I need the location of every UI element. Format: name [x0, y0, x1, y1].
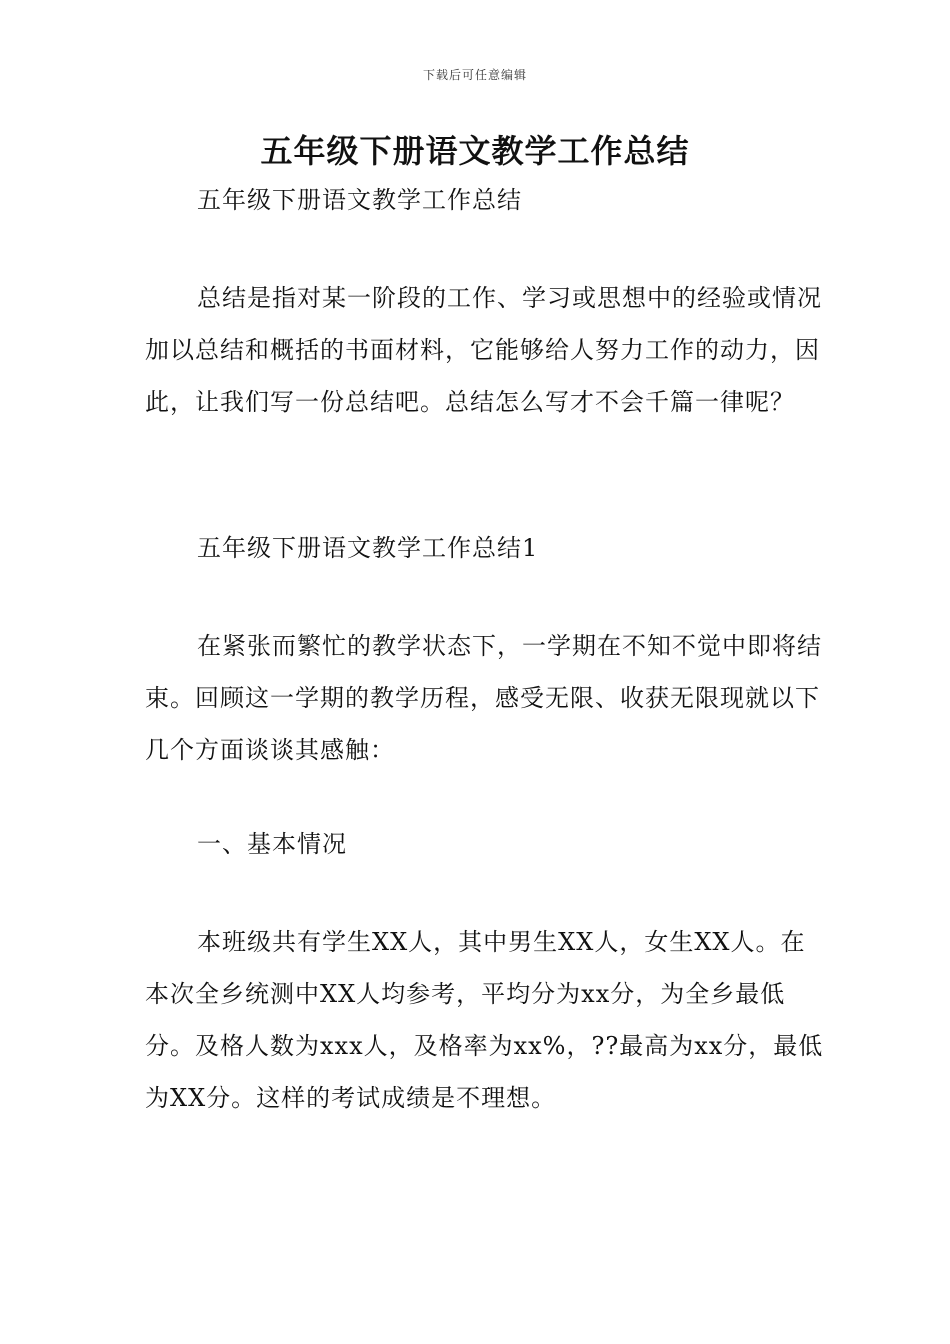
- section-heading-1: 五年级下册语文教学工作总结1: [197, 534, 539, 562]
- document-title: 五年级下册语文教学工作总结: [260, 132, 690, 170]
- subtitle-paragraph: 五年级下册语文教学工作总结: [197, 186, 522, 214]
- intro-paragraph: 总结是指对某一阶段的工作、学习或思想中的经验或情况加以总结和概括的书面材料，它能够给人努力工作的动力，因此，让我们写一份总结吧。总结怎么写才不会千篇一律呢？: [145, 284, 822, 416]
- body-paragraph-2: 本班级共有学生XX人，其中男生XX人，女生XX人。在本次全乡统测中XX人均参考，平均分为xx分，为全乡最低分。及格人数为xxx人，及格率为xx%，??最高为xx分，最低为XX分。这样的考试成绩是不理想。: [145, 928, 824, 1112]
- body-paragraph-1: 在紧张而繁忙的教学状态下，一学期在不知不觉中即将结束。回顾这一学期的教学历程，感受无限、收获无限现就以下几个方面谈谈其感触：: [145, 632, 822, 764]
- page-header-note: 下载后可任意编辑: [422, 68, 527, 82]
- section-heading-basic-situation: 一、基本情况: [197, 830, 347, 858]
